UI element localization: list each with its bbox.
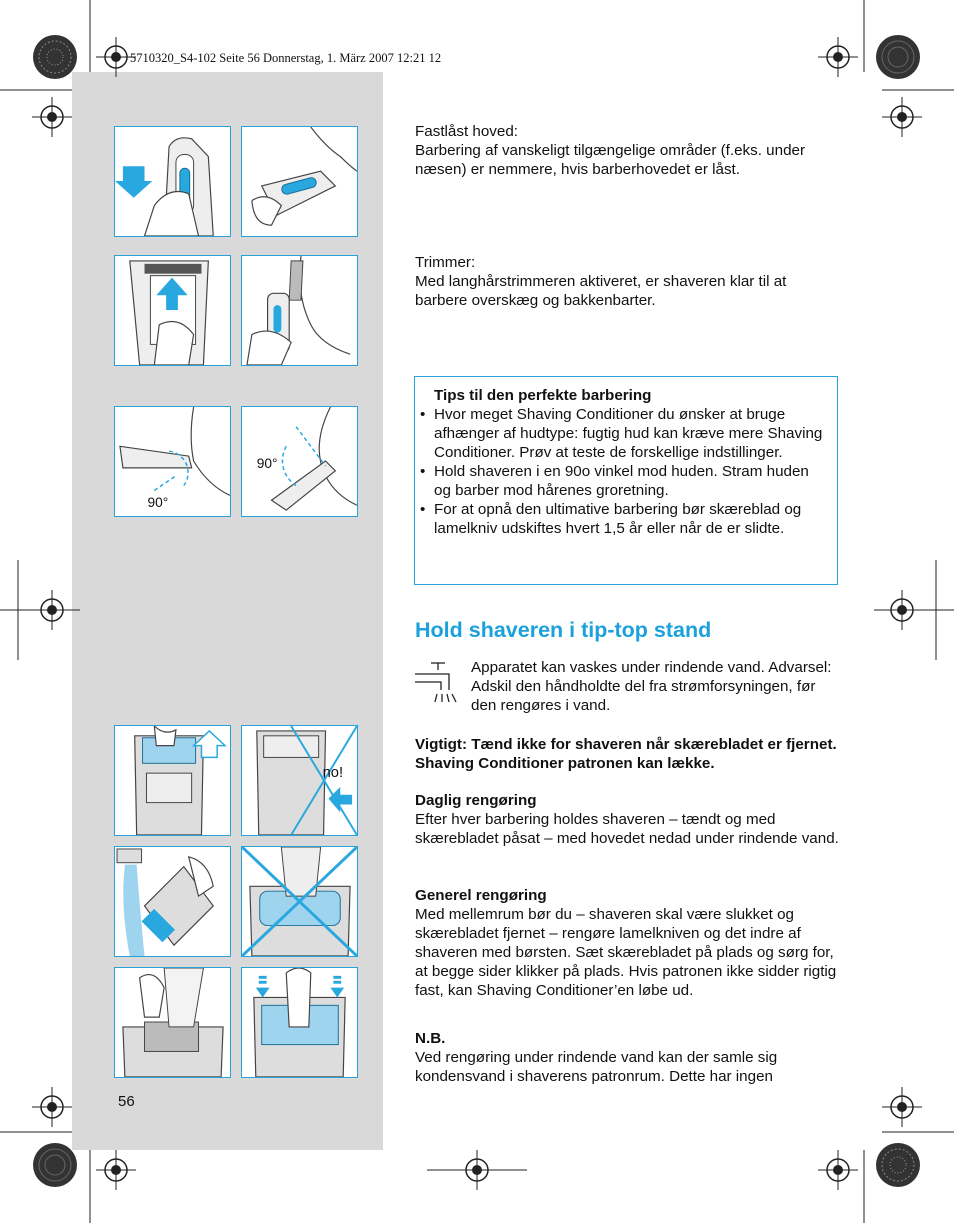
general-cleaning-body: Med mellemrum bør du – shaveren skal være slukket og skærebladet fjernet – rengøre lamelkniven og det indre af shaveren med børsten. Sæt skærebladet på plads og sørg for, at begge sider klikker på plads. Hvis patronen ikke sidder rigtig fast, kan Shaving Conditioner’en løbe ud. (415, 906, 837, 999)
print-header-line: 5710320_S4-102 Seite 56 Donnerstag, 1. März 2007 12:21 12 (130, 51, 442, 65)
tips-box (414, 376, 838, 585)
washable-note: Apparatet kan vaskes under rindende vand. Advarsel: Adskil den håndholdte del fra strømforsyningen, før den rengøres i vand. (471, 659, 832, 714)
nb-section (415, 1029, 840, 1086)
tips-list (434, 405, 829, 538)
trimmer-body: Med langhårstrimmeren aktiveret, er shaveren klar til at barbere overskæg og bakkenbarter. (415, 273, 787, 309)
angle-label-neck: 90° (256, 455, 278, 471)
no-label: no! (322, 765, 344, 782)
trimmer-title: Trimmer: (415, 254, 476, 271)
locked-head-body: Barbering af vanskeligt tilgængelige områder (f.eks. under næsen) er nemmere, hvis barberhovedet er låst. (415, 142, 806, 178)
daily-cleaning-title: Daglig rengøring (415, 792, 537, 809)
illustration-trim-sideburns (241, 255, 358, 366)
tap-water-icon (413, 660, 459, 704)
nb-body: Ved rengøring under rindende vand kan der samle sig kondensvand i shaverens patronrum. Dette har ingen (415, 1049, 778, 1085)
daily-cleaning-section (415, 791, 840, 848)
tips-title: Tips til den perfekte barbering (434, 387, 652, 404)
illustration-90-degree-front (114, 406, 231, 517)
tips-item: • For at opnå den ultimative barbering bør skæreblad og lamelkniv udskiftes hvert 1,5 år eller når de er slidte. (434, 500, 829, 538)
illustration-remove-foil (114, 725, 231, 836)
illustration-trimmer-up (114, 255, 231, 366)
important-warning: Vigtigt: Tænd ikke for shaveren når skærebladet er fjernet. Shaving Conditioner patronen kan lække. (415, 736, 837, 772)
illustration-no-brush-foil (241, 846, 358, 957)
locked-head-title: Fastlåst hoved: (415, 123, 518, 140)
illustration-no-switch-on (241, 725, 358, 836)
illustration-reattach-foil (241, 967, 358, 1078)
general-cleaning-section (415, 886, 840, 1000)
angle-label-front: 90° (147, 495, 169, 511)
general-cleaning-title: Generel rengøring (415, 887, 547, 904)
illustration-90-degree-neck (241, 406, 358, 517)
daily-cleaning-body: Efter hver barbering holdes shaveren – tændt og med skærebladet påsat – med hovedet nedad under rindende vand. (415, 811, 839, 847)
illustration-rinse-under-water (114, 846, 231, 957)
tips-item: • Hold shaveren i en 90o vinkel mod huden. Stram huden og barber mod hårenes groretning. (434, 462, 829, 500)
illustration-lock-head (114, 126, 231, 237)
trimmer-section (415, 253, 835, 310)
locked-head-section (415, 122, 835, 179)
illustration-shave-under-nose (241, 126, 358, 237)
tips-item: • Hvor meget Shaving Conditioner du ønsker at bruge afhænger af hudtype: fugtig hud kan kræve mere Shaving Conditioner. Prøv at teste de forskellige indstillinger. (434, 405, 829, 462)
section-title: Hold shaveren i tip-top stand (415, 618, 712, 642)
nb-title: N.B. (415, 1030, 446, 1047)
illustration-brush-cutter (114, 967, 231, 1078)
page-number: 56 (118, 1093, 135, 1110)
